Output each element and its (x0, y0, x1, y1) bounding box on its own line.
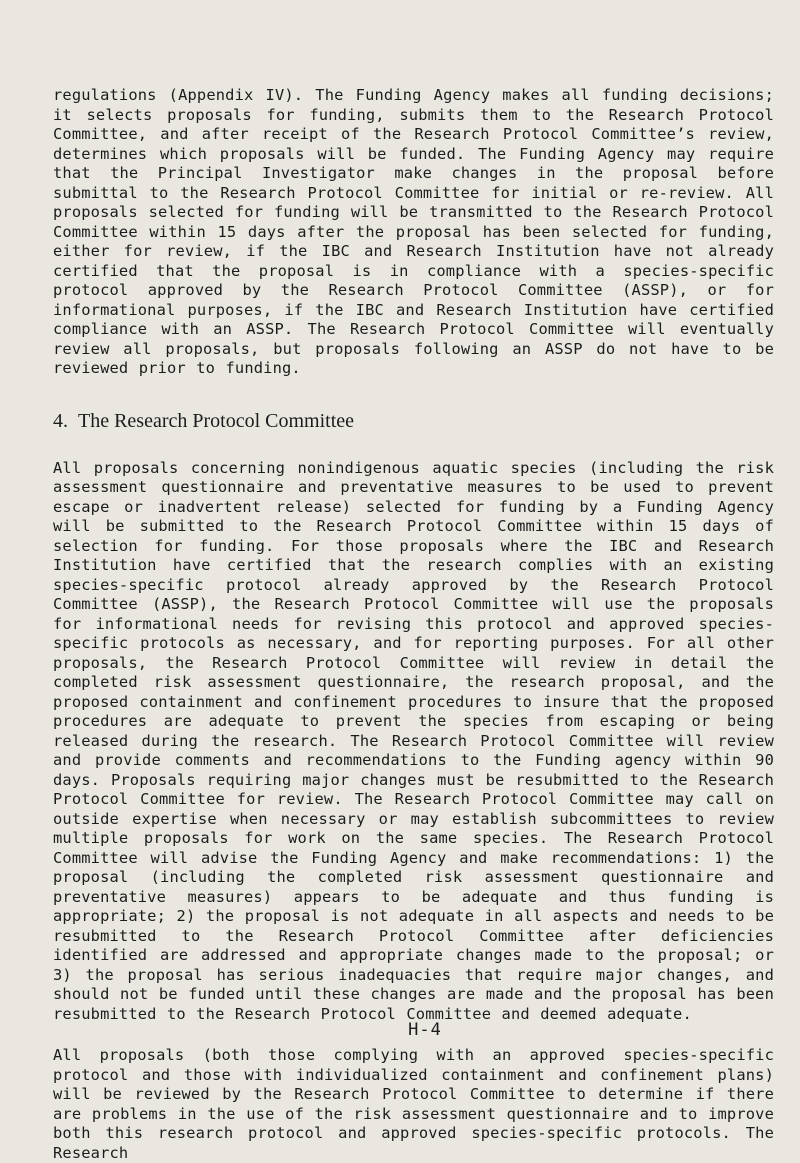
section-heading (53, 409, 774, 433)
paragraph-funding-decisions: regulations (Appendix IV). The Funding Agency makes all funding decisions; it selects proposals for funding, submits them to the Research Protocol Committee, and after receipt of the Research Protocol Committee’s review, determines which proposals will be funded. The Funding Agency may require that the Principal Investigator make changes in the proposal before submittal to the Research Protocol Committee for initial or re-review. All proposals selected for funding will be transmitted to the Research Protocol Committee within 15 days after the proposal has been selected for funding, either for review, if the IBC and Research Institution have not already certified that the proposal is in compliance with a species-specific protocol approved by the Research Protocol Committee (ASSP), or for informational purposes, if the IBC and Research Institution have certified compliance with an ASSP. The Research Protocol Committee will eventually review all proposals, but proposals following an ASSP do not have to be reviewed prior to funding. (53, 86, 774, 377)
section-number: 4. (53, 409, 68, 432)
section-title: The Research Protocol Committee (78, 409, 355, 432)
paragraph-committee-review: All proposals concerning nonindigenous aquatic species (including the risk assessment questionnaire and preventative measures to be used to prevent escape or inadvertent release) selected for funding by a Funding Agency will be submitted to the Research Protocol Committee within 15 days of selection for funding. For those proposals where the IBC and Research Institution have certified that the research complies with an existing species-specific protocol already approved by the Research Protocol Committee (ASSP), the Research Protocol Committee will use the proposals for informational needs for revising this protocol and approved species-specific protocols as necessary, and for reporting purposes. For all other proposals, the Research Protocol Committee will review in detail the completed risk assessment questionnaire, the research proposal, and the proposed containment and confinement procedures to insure that the proposed procedures are adequate to prevent the species from escaping or being released during the research. The Research Protocol Committee will review and provide comments and recommendations to the Funding agency within 90 days. Proposals requiring major changes must be resubmitted to the Research Protocol Committee for review. The Research Protocol Committee may call on outside expertise when necessary or may establish subcommittees to review multiple proposals for work on the same species. The Research Protocol Committee will advise the Funding Agency and make recommendations: 1) the proposal (including the completed risk assessment questionnaire and preventative measures) appears to be adequate and thus funding is appropriate; 2) the proposal is not adequate in all aspects and needs to be resubmitted to the Research Protocol Committee after deficiencies identified are addressed and appropriate changes made to the proposal; or 3) the proposal has serious inadequacies that require major changes, and should not be funded until these changes are made and the proposal has been resubmitted to the Research Protocol Committee and deemed adequate. (53, 458, 774, 1023)
paragraph-all-proposals: All proposals (both those complying with an approved species-specific protocol and those with individualized containment and confinement plans) will be reviewed by the Research Protocol Committee to determine if there are problems in the use of the risk assessment questionnaire and to improve both this research protocol and approved species-specific protocols. The Research (53, 1046, 774, 1162)
page-number: H-4 (408, 1020, 442, 1040)
